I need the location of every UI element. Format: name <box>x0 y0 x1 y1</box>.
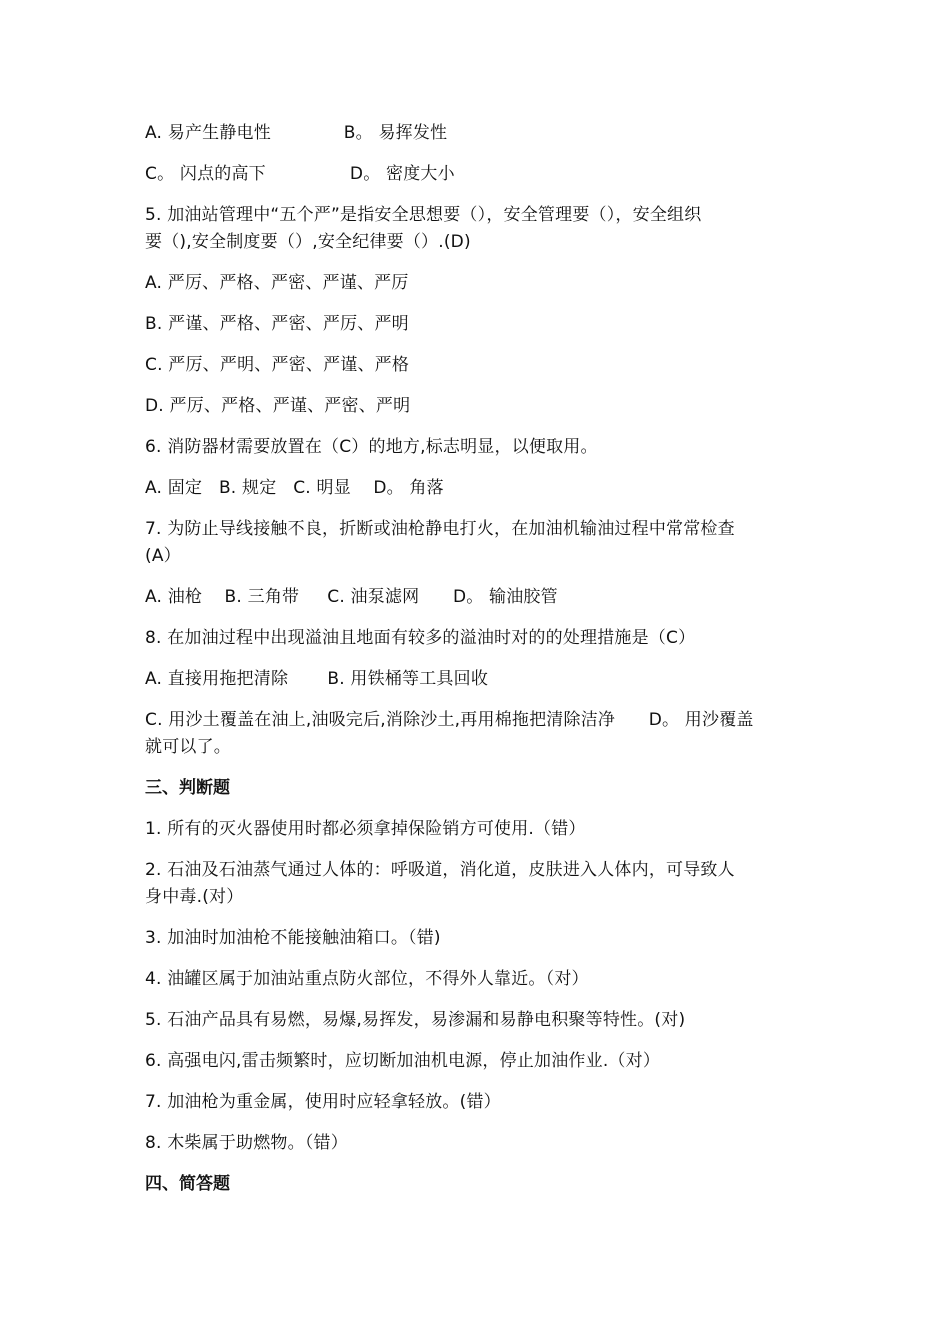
statement-text: 3. 加油时加油枪不能接触油箱口。（错) <box>145 928 441 948</box>
option-line: C. 用沙土覆盖在油上,油吸完后,消除沙土,再用棉拖把清除洁净 D。 用沙覆盖 <box>145 710 754 730</box>
question-5 <box>145 202 810 256</box>
q6-options <box>145 475 810 502</box>
q5-option-d <box>145 393 810 420</box>
question-text: 6. 消防器材需要放置在（C）的地方,标志明显，以便取用。 <box>145 437 598 457</box>
judgment-1 <box>145 816 810 843</box>
option-line: D. 严厉、严格、严谨、严密、严明 <box>145 396 411 416</box>
statement-text: 1. 所有的灭火器使用时都必须拿掉保险销方可使用.（错） <box>145 819 586 839</box>
option-line: C。 闪点的高下 D。 密度大小 <box>145 164 455 184</box>
option-line: A. 油枪 B. 三角带 C. 油泵滤网 D。 输油胶管 <box>145 587 558 607</box>
document-content <box>145 120 810 1212</box>
option-line: A. 易产生静电性 B。 易挥发性 <box>145 123 448 143</box>
question-text: 要（),安全制度要（）,安全纪律要（）.(D) <box>145 232 471 252</box>
judgment-6 <box>145 1048 810 1075</box>
option-line: A. 固定 B. 规定 C. 明显 D。 角落 <box>145 478 444 498</box>
statement-text: 4. 油罐区属于加油站重点防火部位，不得外人靠近。（对） <box>145 969 589 989</box>
judgment-2 <box>145 857 810 911</box>
option-line: 就可以了。 <box>145 737 231 757</box>
question-text: 7. 为防止导线接触不良，折断或油枪静电打火，在加油机输油过程中常常检查 <box>145 519 735 539</box>
question-8 <box>145 625 810 652</box>
option-line: C. 严厉、严明、严密、严谨、严格 <box>145 355 410 375</box>
statement-text: 7. 加油枪为重金属，使用时应轻拿轻放。(错） <box>145 1092 501 1112</box>
statement-text: 8. 木柴属于助燃物。（错） <box>145 1133 348 1153</box>
section-heading-short-answer: 四、简答题 <box>145 1174 230 1194</box>
q7-options <box>145 584 810 611</box>
q4-options-row-1 <box>145 120 810 147</box>
judgment-5 <box>145 1007 810 1034</box>
q5-option-b <box>145 311 810 338</box>
statement-text: 5. 石油产品具有易燃，易爆,易挥发，易渗漏和易静电积聚等特性。(对) <box>145 1010 686 1030</box>
statement-text: 2. 石油及石油蒸气通过人体的：呼吸道，消化道，皮肤进入人体内，可导致人 <box>145 860 735 880</box>
option-line: B. 严谨、严格、严密、严厉、严明 <box>145 314 409 334</box>
statement-text: 身中毒.(对） <box>145 887 244 907</box>
q4-options-row-2 <box>145 161 810 188</box>
question-6 <box>145 434 810 461</box>
option-line: A. 直接用拖把清除 B. 用铁桶等工具回收 <box>145 669 489 689</box>
question-text: (A） <box>145 546 181 566</box>
q8-options-ab <box>145 666 810 693</box>
judgment-4 <box>145 966 810 993</box>
question-text: 5. 加油站管理中“五个严”是指安全思想要（），安全管理要（），安全组织 <box>145 205 702 225</box>
judgment-8 <box>145 1130 810 1157</box>
judgment-7 <box>145 1089 810 1116</box>
section-heading-judgment: 三、判断题 <box>145 778 230 798</box>
judgment-3 <box>145 925 810 952</box>
q8-options-cd <box>145 707 810 761</box>
q5-option-c <box>145 352 810 379</box>
question-7 <box>145 516 810 570</box>
question-text: 8. 在加油过程中出现溢油且地面有较多的溢油时对的的处理措施是（C） <box>145 628 696 648</box>
statement-text: 6. 高强电闪,雷击频繁时，应切断加油机电源，停止加油作业.（对） <box>145 1051 661 1071</box>
q5-option-a <box>145 270 810 297</box>
option-line: A. 严厉、严格、严密、严谨、严厉 <box>145 273 409 293</box>
